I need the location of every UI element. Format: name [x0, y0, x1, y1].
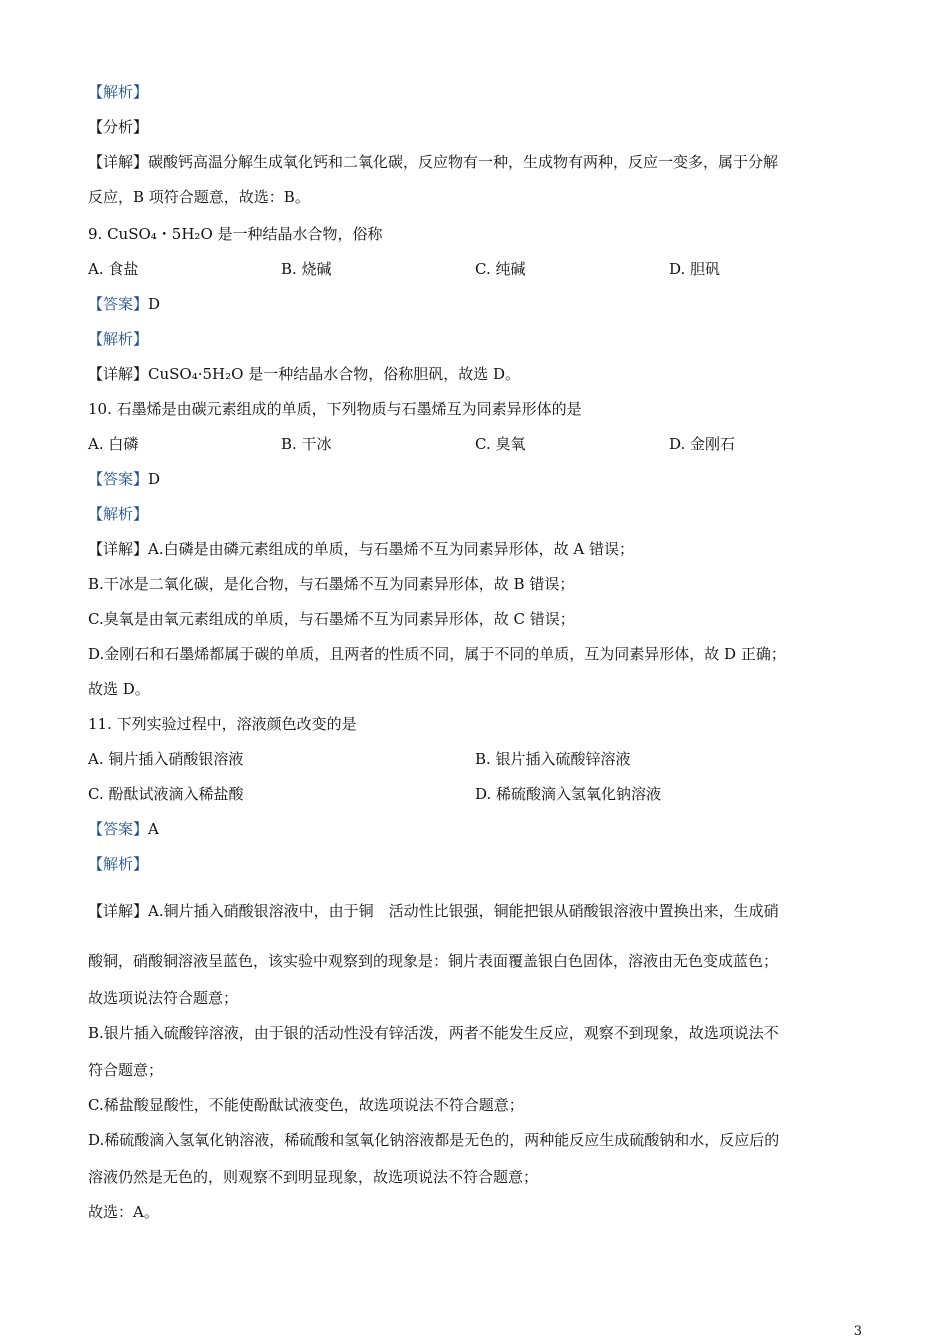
q11-answer: 【答案】A: [88, 820, 159, 838]
q10-option-d: D. 金刚石: [669, 435, 736, 453]
q11-option-d: D. 稀硫酸滴入氢氧化钠溶液: [475, 785, 662, 803]
q10-detail-a: 【详解】A.白磷是由磷元素组成的单质，与石墨烯不互为同素异形体，故 A 错误；: [88, 540, 634, 558]
q9-option-d: D. 胆矾: [669, 260, 721, 278]
q11-question: 11. 下列实验过程中，溶液颜色改变的是: [88, 715, 357, 733]
q8-fenxi-header: 【分析】: [88, 118, 149, 136]
q11-detail-a-line-3: 故选项说法符合题意；: [88, 989, 239, 1007]
q10-question: 10. 石墨烯是由碳元素组成的单质，下列物质与石墨烯互为同素异形体的是: [88, 400, 582, 418]
q10-option-b: B. 干冰: [281, 435, 332, 453]
q11-detail-a-line-1: 【详解】A.铜片插入硝酸银溶液中，由于铜 活动性比银强，铜能把银从硝酸银溶液中置换出来，生成硝: [88, 902, 779, 920]
q10-option-a: A. 白磷: [88, 435, 139, 453]
q11-detail-d-line-1: D.稀硫酸滴入氢氧化钠溶液，稀硫酸和氢氧化钠溶液都是无色的，两种能反应生成硫酸钠和水，反应后的: [88, 1131, 780, 1149]
q11-option-a: A. 铜片插入硝酸银溶液: [88, 750, 244, 768]
q8-detail-line-1: 【详解】碳酸钙高温分解生成氧化钙和二氧化碳，反应物有一种，生成物有两种，反应一变多，属于分解: [88, 153, 779, 171]
q10-option-c: C. 臭氧: [475, 435, 526, 453]
q8-analysis-header: 【解析】: [88, 83, 149, 101]
q10-detail-d: D.金刚石和石墨烯都属于碳的单质，且两者的性质不同，属于不同的单质，互为同素异形体，故 D 正确；: [88, 645, 786, 663]
q9-answer: 【答案】D: [88, 295, 161, 313]
q9-question: 9. CuSO₄・5H₂O 是一种结晶水合物，俗称: [88, 225, 383, 243]
q10-detail-b: B.干冰是二氧化碳，是化合物，与石墨烯不互为同素异形体，故 B 错误；: [88, 575, 575, 593]
q9-option-c: C. 纯碱: [475, 260, 526, 278]
q9-option-a: A. 食盐: [88, 260, 139, 278]
q11-detail-b-line-1: B.银片插入硫酸锌溶液，由于银的活动性没有锌活泼，两者不能发生反应，观察不到现象，故选项说法不: [88, 1024, 779, 1042]
q11-option-c: C. 酚酞试液滴入稀盐酸: [88, 785, 244, 803]
q10-detail-c: C.臭氧是由氧元素组成的单质，与石墨烯不互为同素异形体，故 C 错误；: [88, 610, 575, 628]
q11-detail-c: C.稀盐酸显酸性，不能使酚酞试液变色，故选项说法不符合题意；: [88, 1096, 524, 1114]
page-number: 3: [853, 1324, 862, 1339]
q11-option-b: B. 银片插入硫酸锌溶液: [475, 750, 631, 768]
q11-conclusion: 故选：A。: [88, 1203, 159, 1221]
q9-detail: 【详解】CuSO₄·5H₂O 是一种结晶水合物，俗称胆矾，故选 D。: [88, 365, 521, 383]
q10-answer: 【答案】D: [88, 470, 161, 488]
q11-analysis-header: 【解析】: [88, 855, 149, 873]
q9-analysis-header: 【解析】: [88, 330, 149, 348]
q10-analysis-header: 【解析】: [88, 505, 149, 523]
q9-option-b: B. 烧碱: [281, 260, 332, 278]
q8-detail-line-2: 反应，B 项符合题意，故选：B。: [88, 188, 310, 206]
q11-detail-b-line-2: 符合题意；: [88, 1061, 164, 1079]
q11-detail-a-line-2: 酸铜，硝酸铜溶液呈蓝色，该实验中观察到的现象是：铜片表面覆盖银白色固体，溶液由无色变成蓝色；: [88, 952, 779, 970]
q10-conclusion: 故选 D。: [88, 680, 150, 698]
q11-detail-d-line-2: 溶液仍然是无色的，则观察不到明显现象，故选项说法不符合题意；: [88, 1168, 539, 1186]
